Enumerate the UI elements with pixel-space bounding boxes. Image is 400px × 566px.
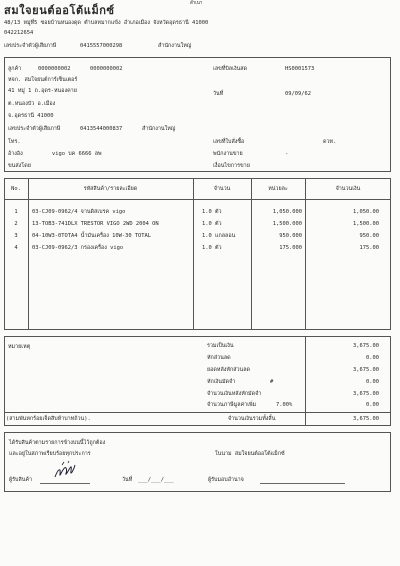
receipt-date-value: ___/___/___ [138,477,174,483]
customer-code-label: ลูกค้า [8,66,22,72]
header-quantity: จำนวน [213,186,231,192]
vat-value: 0.00 [366,402,379,408]
customer-tax-id: 0413544000837 [80,126,123,132]
col-divider [305,178,306,330]
doc-no: HS0001573 [285,66,315,72]
net-label: จำนวนเงินหลังหักมัดจำ [207,391,262,397]
vat-label: จำนวนภาษีมูลค่าเพิ่ม [207,402,257,408]
table-row-qty: 1.0 ตัว [202,209,222,215]
table-row-qty: 1.0 ตัว [202,245,222,251]
grand-total-value: 3,675.00 [353,416,379,422]
customer-address-3: จ.อุดรธานี 41000 [8,113,54,119]
amount-in-words: (สามพันหกร้อยเจ็ดสิบห้าบาทถ้วน). [6,416,91,422]
table-row-no: 1 [14,209,18,215]
customer-address-1: 41 หมู่ 1 ถ.อุดร-หนองคาย [8,88,77,94]
col-divider [251,178,252,330]
customer-name: หจก. สมใจยนต์การ์เซ็นเตอร์ [8,77,78,83]
header-unit-price: หน่วยละ [268,186,288,192]
table-row-desc: 03-CJ09-0962/4 จานดิสเบรค vigo [32,209,126,215]
received-text-1: ได้รับสินค้าตามรายการข้างบนนี้ไว้ถูกต้อง [9,440,106,446]
customer-code: 0000000002 [38,66,71,72]
table-row-amount: 1,050.00 [353,209,379,215]
company-tax-id-label: เลขประจำตัวผู้เสียภาษี [4,43,57,49]
company-tax-id: 0415557000298 [80,43,123,49]
receipt-date-label: วันที่ [122,477,133,483]
doc-po-label: เลขที่ใบสั่งซื้อ [213,139,245,145]
doc-salesman-label: พนักงานขาย [213,151,243,157]
deposit-value: 0.00 [366,379,379,385]
table-row-amount: 1,500.00 [353,221,379,227]
grand-total-label: จำนวนเงินรวมทั้งสิ้น [228,416,276,422]
table-row-desc: 03-CJ09-0962/3 กรองเครื่อง vigo [32,245,124,251]
customer-ref-value: vigo บค 6666 ลพ [52,151,102,157]
table-row-qty: 1.0 ตัว [202,221,222,227]
table-row-price: 1,500.000 [272,221,302,227]
header-no: No. [11,186,21,192]
customer-ship-label: ขนส่งโดย [8,163,31,169]
table-row-amount: 175.00 [359,245,379,251]
customer-tax-id-label: เลขประจำตัวผู้เสียภาษี [8,126,61,132]
company-phone: 042212654 [4,30,34,36]
doc-date: 09/09/62 [285,91,311,97]
customer-code-2: 0000000002 [90,66,123,72]
table-row-no: 4 [14,245,18,251]
table-row-price: 950.000 [279,233,302,239]
authorized-signature-line [260,483,345,484]
discount-value: 0.00 [366,355,379,361]
subtotal-label: รวมเป็นเงิน [207,343,234,349]
col-divider [28,178,29,330]
customer-phone-label: โทร. [8,139,21,145]
after-discount-value: 3,675.00 [353,367,379,373]
doc-dept-label: ดวท. [323,139,337,145]
company-branch: สำนักงานใหญ่ [158,43,192,49]
vat-rate: 7.00% [276,402,293,408]
deposit-label: หักเงินมัดจำ [207,379,236,385]
table-row-price: 175.000 [279,245,302,251]
receiver-signature-line [40,483,90,484]
table-header-divider [4,199,391,200]
after-discount-label: ยอดหลังหักส่วนลด [207,367,251,373]
company-name: สมใจยนต์ออโต้แม็กซ์ [4,4,115,17]
company-address: 48/13 หมู่ที่5 ซอยบ้านหนองดุด ตำบลหมากแข้ง อำเภอเมือง จังหวัดอุดรธานี 41000 [4,20,209,26]
table-row-no: 3 [14,233,18,239]
table-row-no: 2 [14,221,18,227]
received-text-2: และอยู่ในสภาพเรียบร้อยทุกประการ [9,451,91,457]
header-description: รหัสสินค้า/รายละเอียด [83,186,138,192]
table-row-desc: 13-TOB3-741DLX TRESTOR VIGO 2WD 2004 ON [32,221,159,227]
table-row-desc: 04-10W3-0TOTA4 น้ำมันเครื่อง 10W-30 TOTAL [32,233,152,239]
doc-credit-label: เงื่อนไขการขาย [213,163,250,169]
authorized-label: ผู้รับมอบอำนาจ [208,477,244,483]
col-divider [193,178,194,330]
table-row-qty: 1.0 แกลลอน [202,233,236,239]
customer-address-2: ต.หนองบัว อ.เมือง [8,101,56,107]
receiver-label: ผู้รับสินค้า [9,477,33,483]
copy-mark: สำเนา [190,1,203,6]
discount-label: หักส่วนลด [207,355,231,361]
table-row-price: 1,050.000 [272,209,302,215]
totals-bottom-divider [4,412,391,413]
subtotal-value: 3,675.00 [353,343,379,349]
on-behalf-text: ในนาม สมใจยนต์ออโต้แม็กซ์ [215,451,285,457]
items-table [4,178,391,330]
customer-branch: สำนักงานใหญ่ [142,126,176,132]
header-amount: จำนวนเงิน [335,186,361,192]
table-row-amount: 950.00 [359,233,379,239]
note-label: หมายเหตุ [8,344,31,350]
customer-ref-label: อ้างอิง [8,151,23,157]
doc-no-label: เลขที่บิลเงินสด [213,66,248,72]
deposit-hash: # [270,379,274,385]
receiver-signature [52,459,78,483]
doc-date-label: วันที่ [213,91,224,97]
doc-salesman: - [285,151,289,157]
net-value: 3,675.00 [353,391,379,397]
